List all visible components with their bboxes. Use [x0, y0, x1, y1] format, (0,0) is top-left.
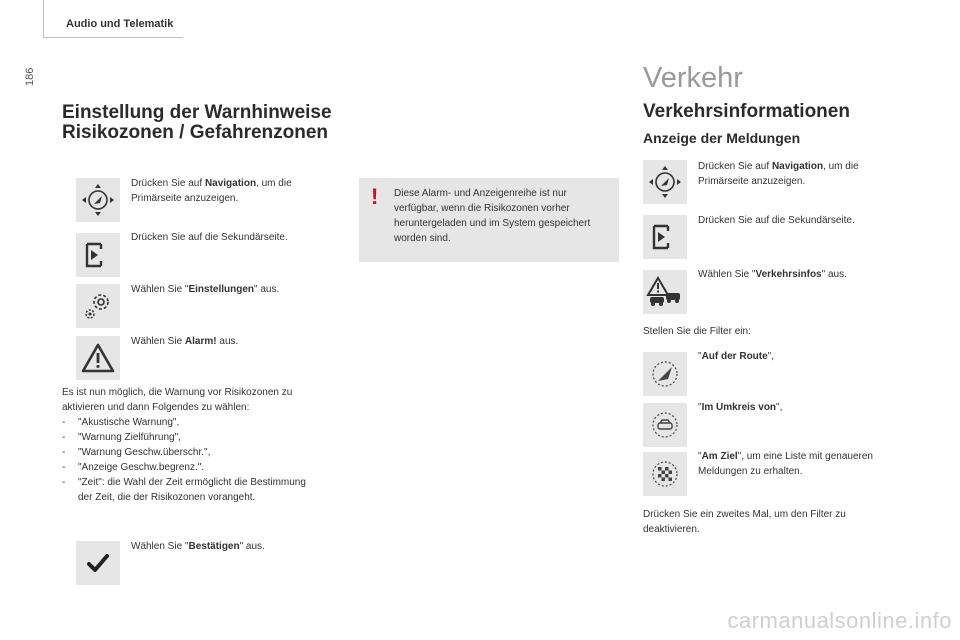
- left-step-2: Drücken Sie auf die Sekundärseite.: [131, 232, 288, 243]
- header-rule-horizontal: [43, 37, 183, 38]
- left-step-4: Wählen Sie Alarm! aus.: [131, 336, 239, 347]
- navigation-icon: [76, 178, 120, 222]
- exclamation-icon: !: [371, 184, 379, 209]
- info-note-box: [359, 178, 619, 262]
- left-final-step: Wählen Sie "Bestätigen" aus.: [131, 541, 265, 552]
- filter-3: "Am Ziel", um eine Liste mit genaueren Meldungen zu erhalten.: [698, 451, 873, 477]
- watermark: carmanualsonline.info: [727, 608, 952, 633]
- filter-1: "Auf der Route",: [698, 351, 774, 362]
- option-item: - "Zeit": die Wahl der Zeit ermöglicht die Bestimmung der Zeit, die der Risikozonen vorangeht.: [62, 477, 306, 503]
- chapter-title: Verkehr: [643, 62, 743, 94]
- checkmark-icon: [76, 541, 120, 585]
- traffic-info-icon: [643, 270, 687, 314]
- page-number: 186: [24, 67, 36, 86]
- option-list: [62, 415, 320, 505]
- navigation-icon: [643, 160, 687, 204]
- right-subtitle: Anzeige der Meldungen: [643, 130, 801, 146]
- destination-flag-icon: [643, 452, 687, 496]
- right-section-title: Verkehrsinformationen: [643, 101, 850, 122]
- left-step-3: Wählen Sie "Einstellungen" aus.: [131, 284, 280, 295]
- settings-icon: [76, 284, 120, 328]
- left-intro-text: Es ist nun möglich, die Warnung vor Risikozonen zu aktivieren und dann Folgendes zu wählen:: [62, 387, 293, 413]
- left-step-1: Drücken Sie auf Navigation, um die Primärseite anzuzeigen.: [131, 178, 292, 204]
- route-filter-icon: [643, 352, 687, 396]
- option-item: - "Akustische Warnung",: [62, 417, 180, 428]
- option-item: - "Warnung Zielführung",: [62, 432, 181, 443]
- filter-2: "Im Umkreis von",: [698, 402, 783, 413]
- section-header: Audio und Telematik: [66, 18, 174, 30]
- header-rule-vertical: [43, 0, 44, 38]
- right-step-2: Drücken Sie auf die Sekundärseite.: [698, 215, 855, 226]
- left-title-line1: Einstellung der Warnhinweise: [62, 102, 332, 123]
- right-step-1: Drücken Sie auf Navigation, um die Primärseite anzuzeigen.: [698, 161, 859, 187]
- filter-outro: Drücken Sie ein zweites Mal, um den Filter zu deaktivieren.: [643, 509, 846, 535]
- warning-triangle-icon: [76, 336, 120, 380]
- filter-intro: Stellen Sie die Filter ein:: [643, 326, 751, 337]
- option-item: - "Warnung Geschw.überschr.",: [62, 447, 211, 458]
- left-section-title: [62, 103, 332, 143]
- secondary-page-icon: [76, 233, 120, 277]
- option-item: - "Anzeige Geschw.begrenz.".: [62, 462, 205, 473]
- left-title-line2: Risikozonen / Gefahrenzonen: [62, 122, 329, 143]
- secondary-page-icon: [643, 215, 687, 259]
- note-text: Diese Alarm- und Anzeigenreihe ist nur verfügbar, wenn die Risikozonen vorher heruntergeladen und im System gespeichert worden sind.: [394, 188, 591, 244]
- right-step-3: Wählen Sie "Verkehrsinfos" aus.: [698, 269, 847, 280]
- vicinity-filter-icon: [643, 403, 687, 447]
